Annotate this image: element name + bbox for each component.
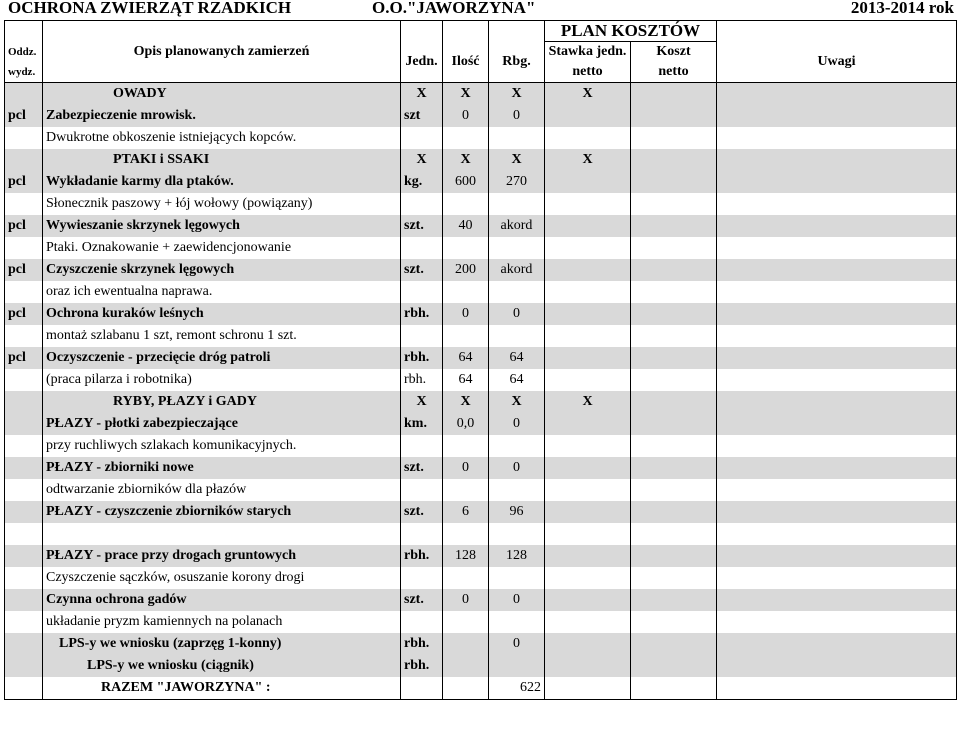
- rate-x-mark: X: [545, 149, 631, 171]
- description-cell: (praca pilarza i robotnika): [43, 369, 401, 391]
- table-row: [5, 655, 957, 677]
- description-cell: Czynna ochrona gadów: [43, 589, 401, 611]
- rate-cell: [545, 369, 631, 391]
- rbg-cell: 0: [489, 105, 545, 127]
- notes-cell: [717, 82, 957, 105]
- rate-cell: [545, 655, 631, 677]
- rbg-cell: [489, 567, 545, 589]
- section-label: PTAKI i SSAKI: [43, 149, 401, 171]
- description-cell: Czyszczenie skrzynek lęgowych: [43, 259, 401, 281]
- oddz-cell: [5, 523, 43, 545]
- table-row: [5, 325, 957, 347]
- oddz-cell: [5, 193, 43, 215]
- rbg-cell: [489, 479, 545, 501]
- rbg-cell: [489, 435, 545, 457]
- table-row: [5, 479, 957, 501]
- rbg-cell: 0: [489, 457, 545, 479]
- description-cell: PŁAZY - czyszczenie zbiorników starych: [43, 501, 401, 523]
- oddz-cell: [5, 457, 43, 479]
- rbg-cell: 64: [489, 369, 545, 391]
- cost-cell: [631, 105, 717, 127]
- cost-cell: [631, 127, 717, 149]
- unit-cell: szt: [401, 105, 443, 127]
- quantity-cell: 0: [443, 105, 489, 127]
- unit-x-mark: X: [401, 82, 443, 105]
- notes-cell: [717, 545, 957, 567]
- quantity-cell: 128: [443, 545, 489, 567]
- oddz-cell: [5, 391, 43, 413]
- table-row: [5, 347, 957, 369]
- description-header: Opis planowanych zamierzeń: [43, 42, 401, 83]
- rate-cell: [545, 105, 631, 127]
- quantity-cell: [443, 435, 489, 457]
- rbg-cell: akord: [489, 259, 545, 281]
- quantity-cell: [443, 479, 489, 501]
- rbg-cell: 128: [489, 545, 545, 567]
- quantity-cell: [443, 237, 489, 259]
- rate-cell: [545, 127, 631, 149]
- cost-cell: [631, 435, 717, 457]
- table-row: [5, 611, 957, 633]
- cost-cell: [631, 457, 717, 479]
- notes-cell: [717, 281, 957, 303]
- oddz-cell: [5, 127, 43, 149]
- oddz-cell: pcl: [5, 259, 43, 281]
- rate-cell: [545, 413, 631, 435]
- rbg-cell: [489, 237, 545, 259]
- cost-cell: [631, 325, 717, 347]
- rate-cell: [545, 479, 631, 501]
- rbg-cell: 64: [489, 347, 545, 369]
- notes-cell: [717, 303, 957, 325]
- cost-cell: [631, 567, 717, 589]
- cost-cell: [631, 347, 717, 369]
- cost-cell: [631, 149, 717, 171]
- cost-cell: [631, 215, 717, 237]
- rbg-x-mark: X: [489, 82, 545, 105]
- description-cell: oraz ich ewentualna naprawa.: [43, 281, 401, 303]
- table-row: [5, 237, 957, 259]
- cost-cell: [631, 589, 717, 611]
- rbg-cell: 96: [489, 501, 545, 523]
- unit-cell: szt.: [401, 501, 443, 523]
- section-row: [5, 391, 957, 413]
- unit-header: Jedn.: [401, 42, 443, 83]
- cost-cell: [631, 413, 717, 435]
- quantity-cell: [443, 567, 489, 589]
- cost-cell: [631, 193, 717, 215]
- table-row: [5, 567, 957, 589]
- notes-cell: [717, 479, 957, 501]
- quantity-header: Ilość: [443, 42, 489, 83]
- table-row: [5, 303, 957, 325]
- cost-cell: [631, 171, 717, 193]
- table-row: [5, 369, 957, 391]
- cost-cell: [631, 259, 717, 281]
- unit-cell: kg.: [401, 171, 443, 193]
- rbg-cell: [489, 281, 545, 303]
- oddz-cell: [5, 325, 43, 347]
- description-cell: Wywieszanie skrzynek lęgowych: [43, 215, 401, 237]
- cost-cell: [631, 303, 717, 325]
- rate-x-mark: X: [545, 82, 631, 105]
- table-row: [5, 215, 957, 237]
- quantity-x-mark: X: [443, 82, 489, 105]
- unit-cell: [401, 127, 443, 149]
- rbg-cell: 0: [489, 589, 545, 611]
- description-cell: PŁAZY - zbiorniki nowe: [43, 457, 401, 479]
- notes-cell: [717, 391, 957, 413]
- rate-cell: [545, 457, 631, 479]
- unit-cell: [401, 237, 443, 259]
- quantity-cell: 200: [443, 259, 489, 281]
- oddz-cell: [5, 237, 43, 259]
- oddz-cell: [5, 611, 43, 633]
- cost-cell: [631, 281, 717, 303]
- rbg-cell: [489, 127, 545, 149]
- notes-cell: [717, 215, 957, 237]
- table-row: [5, 105, 957, 127]
- description-cell: Dwukrotne obkoszenie istniejących kopców.: [43, 127, 401, 149]
- notes-cell: [717, 325, 957, 347]
- cost-cell: [631, 501, 717, 523]
- section-row: [5, 82, 957, 105]
- quantity-x-mark: X: [443, 391, 489, 413]
- notes-cell: [717, 105, 957, 127]
- rbg-cell: [489, 655, 545, 677]
- rbg-cell: 0: [489, 413, 545, 435]
- unit-cell: szt.: [401, 259, 443, 281]
- table-row: [5, 545, 957, 567]
- rbg-cell: 0: [489, 303, 545, 325]
- notes-cell: [717, 611, 957, 633]
- table-row: [5, 127, 957, 149]
- quantity-cell: 6: [443, 501, 489, 523]
- rate-cell: [545, 523, 631, 545]
- notes-cell: [717, 457, 957, 479]
- rbg-cell: [489, 611, 545, 633]
- rbg-cell: akord: [489, 215, 545, 237]
- unit-cell: szt.: [401, 589, 443, 611]
- notes-cell: [717, 523, 957, 545]
- total-label: RAZEM "JAWORZYNA" :: [43, 677, 401, 700]
- table-row: [5, 259, 957, 281]
- cost-cell: [631, 479, 717, 501]
- report-header: [0, 0, 960, 18]
- rbg-x-mark: X: [489, 391, 545, 413]
- unit-cell: rbh.: [401, 369, 443, 391]
- unit-cell: szt.: [401, 215, 443, 237]
- table-row: [5, 413, 957, 435]
- rate-cell: [545, 435, 631, 457]
- cost-header: Koszt: [631, 42, 717, 62]
- unit-cell: rbh.: [401, 303, 443, 325]
- description-cell: LPS-y we wniosku (ciągnik): [43, 655, 401, 677]
- unit-rate-header: Stawka jedn.: [545, 42, 631, 62]
- oddz-cell: [5, 545, 43, 567]
- notes-cell: [717, 633, 957, 655]
- description-cell: [43, 523, 401, 545]
- notes-cell: [717, 149, 957, 171]
- table-row: [5, 281, 957, 303]
- oddz-cell: [5, 589, 43, 611]
- quantity-cell: 0,0: [443, 413, 489, 435]
- unit-cell: rbh.: [401, 347, 443, 369]
- wydz-header: wydz.: [5, 62, 43, 83]
- rate-cell: [545, 633, 631, 655]
- quantity-cell: 0: [443, 303, 489, 325]
- quantity-cell: [443, 611, 489, 633]
- section-label: OWADY: [43, 82, 401, 105]
- unit-cell: [401, 435, 443, 457]
- rate-cell: [545, 567, 631, 589]
- cost-cell: [631, 237, 717, 259]
- unit-cell: [401, 281, 443, 303]
- quantity-cell: 40: [443, 215, 489, 237]
- unit-cell: [401, 479, 443, 501]
- unit-x-mark: X: [401, 391, 443, 413]
- notes-cell: [717, 413, 957, 435]
- description-cell: Wykładanie karmy dla ptaków.: [43, 171, 401, 193]
- unit-cell: [401, 611, 443, 633]
- description-cell: odtwarzanie zbiorników dla płazów: [43, 479, 401, 501]
- notes-cell: [717, 193, 957, 215]
- quantity-cell: 600: [443, 171, 489, 193]
- description-cell: Ptaki. Oznakowanie + zaewidencjonowanie: [43, 237, 401, 259]
- description-cell: Oczyszczenie - przecięcie dróg patroli: [43, 347, 401, 369]
- oddz-cell: [5, 435, 43, 457]
- cost-cell: [631, 369, 717, 391]
- rate-cell: [545, 501, 631, 523]
- rate-cell: [545, 545, 631, 567]
- oddz-cell: pcl: [5, 303, 43, 325]
- rate-cell: [545, 347, 631, 369]
- rbg-cell: [489, 193, 545, 215]
- description-cell: układanie pryzm kamiennych na polanach: [43, 611, 401, 633]
- rate-cell: [545, 215, 631, 237]
- oddz-cell: [5, 281, 43, 303]
- unit-x-mark: X: [401, 149, 443, 171]
- oddz-cell: pcl: [5, 347, 43, 369]
- oddz-cell: [5, 567, 43, 589]
- description-cell: Czyszczenie sączków, osuszanie korony drogi: [43, 567, 401, 589]
- oddz-header: Oddz.: [5, 42, 43, 62]
- unit-cell: rbh.: [401, 545, 443, 567]
- notes-cell: [717, 589, 957, 611]
- table-row: [5, 193, 957, 215]
- quantity-cell: 64: [443, 369, 489, 391]
- unit-cell: rbh.: [401, 655, 443, 677]
- quantity-cell: 0: [443, 457, 489, 479]
- quantity-cell: [443, 193, 489, 215]
- unit-cell: rbh.: [401, 633, 443, 655]
- report-year: 2013-2014 rok: [850, 0, 954, 17]
- unit-rate-net-label: netto: [545, 62, 631, 83]
- rbg-cell: 270: [489, 171, 545, 193]
- rate-cell: [545, 611, 631, 633]
- quantity-cell: [443, 655, 489, 677]
- cost-cell: [631, 82, 717, 105]
- oddz-cell: [5, 655, 43, 677]
- rate-cell: [545, 171, 631, 193]
- rate-cell: [545, 325, 631, 347]
- section-row: [5, 149, 957, 171]
- cost-cell: [631, 655, 717, 677]
- notes-cell: [717, 347, 957, 369]
- quantity-cell: [443, 633, 489, 655]
- rate-cell: [545, 237, 631, 259]
- oddz-cell: [5, 149, 43, 171]
- rate-x-mark: X: [545, 391, 631, 413]
- table-row: [5, 501, 957, 523]
- notes-header: Uwagi: [717, 42, 957, 83]
- cost-plan-table: [4, 20, 957, 700]
- plan-kosztow-header: PLAN KOSZTÓW: [545, 21, 717, 42]
- cost-cell: [631, 633, 717, 655]
- oddz-cell: [5, 479, 43, 501]
- rate-cell: [545, 193, 631, 215]
- rbg-cell: 0: [489, 633, 545, 655]
- notes-cell: [717, 567, 957, 589]
- table-row: [5, 435, 957, 457]
- quantity-cell: [443, 523, 489, 545]
- cost-cell: [631, 611, 717, 633]
- notes-cell: [717, 369, 957, 391]
- rate-cell: [545, 303, 631, 325]
- cost-net-label: netto: [631, 62, 717, 83]
- quantity-cell: [443, 281, 489, 303]
- rate-cell: [545, 259, 631, 281]
- oddz-cell: pcl: [5, 215, 43, 237]
- rbg-x-mark: X: [489, 149, 545, 171]
- description-cell: LPS-y we wniosku (zaprzęg 1-konny): [43, 633, 401, 655]
- rbg-header: Rbg.: [489, 42, 545, 83]
- section-label: RYBY, PŁAZY i GADY: [43, 391, 401, 413]
- oddz-cell: [5, 413, 43, 435]
- unit-cell: [401, 567, 443, 589]
- table-row: [5, 589, 957, 611]
- quantity-cell: [443, 325, 489, 347]
- unit-cell: [401, 523, 443, 545]
- oddz-cell: [5, 501, 43, 523]
- cost-cell: [631, 545, 717, 567]
- notes-cell: [717, 501, 957, 523]
- rbg-cell: [489, 325, 545, 347]
- quantity-x-mark: X: [443, 149, 489, 171]
- description-cell: PŁAZY - prace przy drogach gruntowych: [43, 545, 401, 567]
- cost-cell: [631, 391, 717, 413]
- description-cell: Ochrona kuraków leśnych: [43, 303, 401, 325]
- quantity-cell: 64: [443, 347, 489, 369]
- table-row: [5, 171, 957, 193]
- oddz-cell: pcl: [5, 171, 43, 193]
- description-cell: montaż szlabanu 1 szt, remont schronu 1 szt.: [43, 325, 401, 347]
- notes-cell: [717, 655, 957, 677]
- notes-cell: [717, 435, 957, 457]
- quantity-cell: [443, 127, 489, 149]
- total-rbg: 622: [489, 677, 545, 700]
- oddz-cell: pcl: [5, 105, 43, 127]
- oddz-cell: [5, 633, 43, 655]
- cost-cell: [631, 523, 717, 545]
- table-row: [5, 523, 957, 545]
- district-name: O.O."JAWORZYNA": [372, 0, 536, 17]
- notes-cell: [717, 259, 957, 281]
- table-row: [5, 633, 957, 655]
- oddz-cell: [5, 369, 43, 391]
- description-cell: przy ruchliwych szlakach komunikacyjnych.: [43, 435, 401, 457]
- oddz-cell: [5, 82, 43, 105]
- notes-cell: [717, 127, 957, 149]
- unit-cell: km.: [401, 413, 443, 435]
- unit-cell: [401, 325, 443, 347]
- rate-cell: [545, 281, 631, 303]
- notes-cell: [717, 171, 957, 193]
- description-cell: PŁAZY - płotki zabezpieczające: [43, 413, 401, 435]
- unit-cell: szt.: [401, 457, 443, 479]
- unit-cell: [401, 193, 443, 215]
- report-title: OCHRONA ZWIERZĄT RZADKICH: [8, 0, 292, 17]
- description-cell: Zabezpieczenie mrowisk.: [43, 105, 401, 127]
- rbg-cell: [489, 523, 545, 545]
- notes-cell: [717, 237, 957, 259]
- table-row: [5, 457, 957, 479]
- rate-cell: [545, 589, 631, 611]
- description-cell: Słonecznik paszowy + łój wołowy (powiązany): [43, 193, 401, 215]
- quantity-cell: 0: [443, 589, 489, 611]
